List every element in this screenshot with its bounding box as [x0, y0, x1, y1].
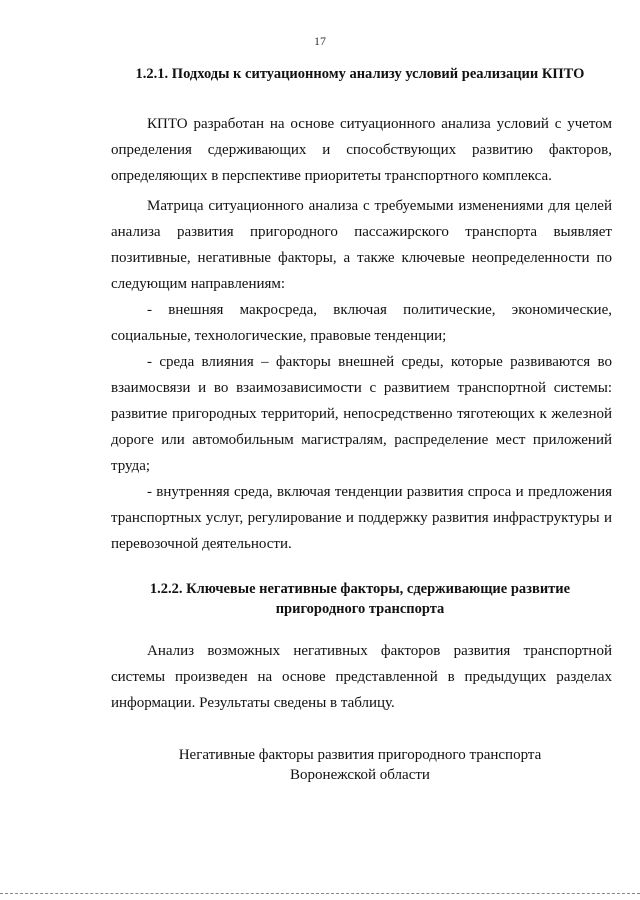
- paragraph: Матрица ситуационного анализа с требуемыми изменениями для целей анализа развития пригородного пассажирского транспорта выявляет позитивные, негативные факторы, а также ключевые неопределенности по следующим направлениям:: [111, 198, 612, 292]
- section-1-2-1-body: [111, 111, 612, 557]
- section-heading-1-2-2: [80, 579, 640, 619]
- page-bottom-edge: [0, 893, 640, 894]
- paragraph: КПТО разработан на основе ситуационного анализа условий с учетом определения сдерживающих и способствующих развитию факторов, определяющих в перспективе приоритеты транспортного комплекса.: [111, 116, 612, 184]
- list-item: - внутренняя среда, включая тенденции развития спроса и предложения транспортных услуг, регулирование и поддержку развития инфраструктуры и перевозочной деятельности.: [111, 484, 612, 552]
- section-1-2-2-body: [111, 638, 612, 716]
- list-item: - внешняя макросреда, включая политические, экономические, социальные, технологические, правовые тенденции;: [111, 302, 612, 344]
- paragraph: Анализ возможных негативных факторов развития транспортной системы произведен на основе представленной в предыдущих разделах информации. Результаты сведены в таблицу.: [111, 643, 612, 711]
- section-heading-line: 1.2.2. Ключевые негативные факторы, сдерживающие развитие: [149, 581, 571, 597]
- section-heading-line: пригородного транспорта: [275, 601, 445, 617]
- table-caption: [80, 745, 640, 785]
- list-item: - среда влияния – факторы внешней среды, которые развиваются во взаимосвязи и во взаимозависимости с развитием транспортной системы: развитие пригородных территорий, непосредственно тяготеющих к железной дороге или автомобильным магистралям, распределение мест приложений труда;: [111, 354, 612, 474]
- table-caption-line: Воронежской области: [290, 767, 430, 783]
- page-number: 17: [314, 34, 326, 48]
- table-caption-line: Негативные факторы развития пригородного транспорта: [178, 747, 542, 763]
- section-heading-1-2-1: 1.2.1. Подходы к ситуационному анализу условий реализации КПТО: [135, 66, 585, 82]
